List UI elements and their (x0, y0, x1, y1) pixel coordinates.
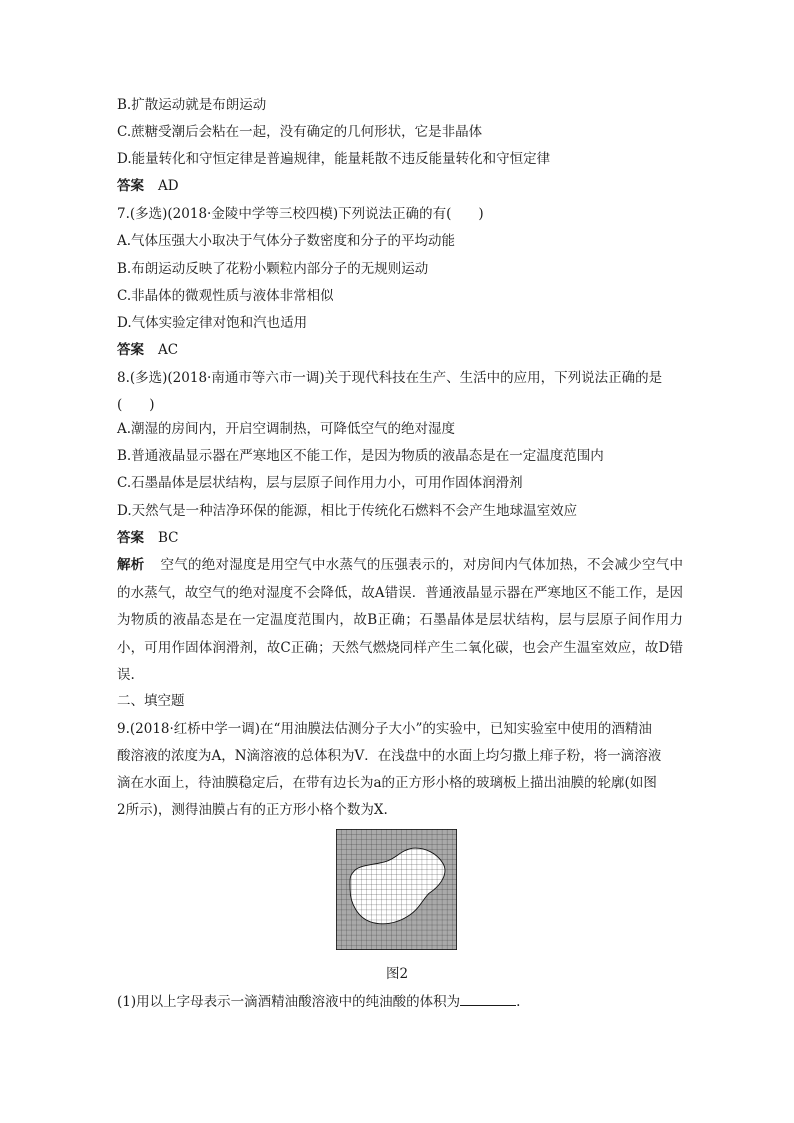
question-9-line-2: 酸溶液的浓度为A，N滴溶液的总体积为V．在浅盘中的水面上均匀撒上痱子粉，将一滴溶液 (117, 748, 662, 764)
answer-7 (117, 340, 178, 360)
q8-option-b: B.普通液晶显示器在严寒地区不能工作，是因为物质的液晶态是在一定温度范围内 (117, 448, 604, 464)
answer-8 (117, 528, 179, 548)
q7-option-d: D.气体实验定律对饱和汽也适用 (117, 315, 308, 331)
figure-caption: 图2 (385, 966, 409, 982)
question-9-line-4: 2所示)，测得油膜占有的正方形小格个数为X. (117, 802, 388, 818)
answer-value: AD (158, 178, 179, 194)
part-1-end: . (516, 994, 521, 1010)
analysis-text: 空气的绝对湿度是用空气中水蒸气的压强表示的，对房间内气体加热，不会减少空气中的水蒸气，故空气的绝对湿度不会降低，故A错误．普通液晶显示器在严寒地区不能工作，是因为物质的液晶态是在一定温度范围内，故B正确；石墨晶体是层状结构，层与层原子间作用力小，可用作固体润滑剂，故C正确；天然气燃烧同样产生二氧化碳，也会产生温室效应，故D错误. (117, 557, 684, 683)
part-1-text: (1)用以上字母表示一滴酒精油酸溶液中的纯油酸的体积为 (117, 994, 461, 1010)
question-9-part-1 (117, 991, 520, 1012)
question-7-stem: 7.(多选)(2018·金陵中学等三校四模)下列说法正确的有( ) (117, 206, 484, 222)
section-heading: 二、填空题 (117, 693, 185, 709)
analysis-block (117, 552, 683, 690)
q8-option-d: D.天然气是一种洁净环保的能源，相比于传统化石燃料不会产生地球温室效应 (117, 503, 578, 519)
question-9-line-1: 9.(2018·红桥中学一调)在“用油膜法估测分子大小”的实验中，已知实验室中使用的酒精油 (117, 721, 652, 737)
question-8-stem: 8.(多选)(2018·南通市等六市一调)关于现代科技在生产、生活中的应用，下列说法正确的是 (117, 370, 663, 386)
q7-option-c: C.非晶体的微观性质与液体非常相似 (117, 288, 334, 304)
q8-option-c: C.石墨晶体是层状结构，层与层原子间作用力小，可用作固体润滑剂 (117, 475, 523, 491)
answer-label: 答案 (117, 178, 144, 194)
answer-label: 答案 (117, 342, 144, 358)
question-9-line-3: 滴在水面上，待油膜稳定后，在带有边长为a的正方形小格的玻璃板上描出油膜的轮廓(如图 (117, 775, 657, 791)
question-8-bracket: ( ) (117, 397, 155, 413)
answer-6 (117, 176, 179, 196)
analysis-label: 解析 (117, 557, 145, 573)
answer-value: BC (158, 530, 179, 546)
line-c-sucrose: C.蔗糖受潮后会粘在一起，没有确定的几何形状，它是非晶体 (117, 124, 483, 140)
line-b-diffusion: B.扩散运动就是布朗运动 (117, 97, 267, 113)
q8-option-a: A.潮湿的房间内，开启空调制热，可降低空气的绝对湿度 (117, 421, 456, 437)
line-d-energy: D.能量转化和守恒定律是普遍规律，能量耗散不违反能量转化和守恒定律 (117, 151, 551, 167)
q7-option-b: B.布朗运动反映了花粉小颗粒内部分子的无规则运动 (117, 261, 429, 277)
answer-value: AC (158, 342, 179, 358)
oil-film-grid-figure (336, 829, 457, 950)
q7-option-a: A.气体压强大小取决于气体分子数密度和分子的平均动能 (117, 233, 456, 249)
answer-blank[interactable] (460, 991, 516, 1006)
grid-lines (336, 829, 457, 950)
answer-label: 答案 (117, 530, 144, 546)
